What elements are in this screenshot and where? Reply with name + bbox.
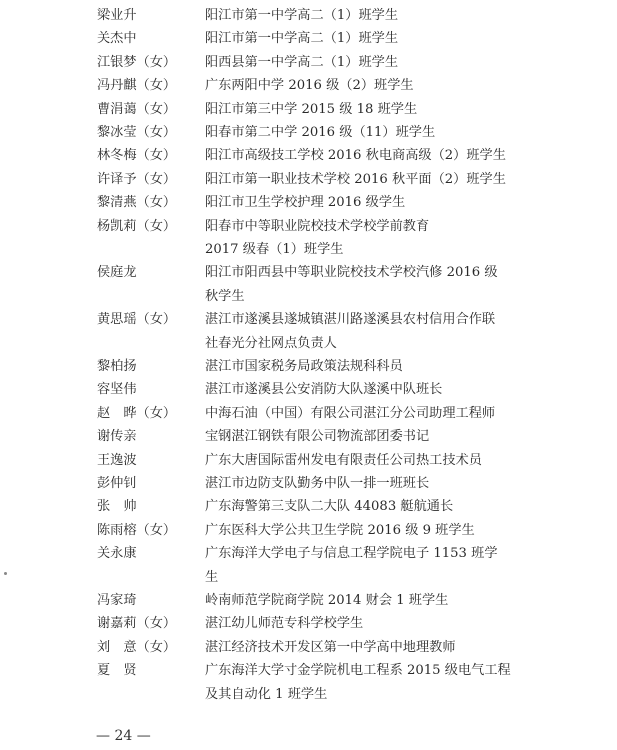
affiliation-line: 阳江市第三中学 2015 级 18 班学生: [205, 101, 418, 117]
person-affiliation: [205, 378, 565, 401]
list-item: [0, 168, 617, 192]
affiliation-line: 阳江市高级技工学校 2016 秋电商高级（2）班学生: [205, 148, 506, 164]
person-affiliation: [205, 121, 565, 144]
person-name: 谢传亲: [97, 429, 137, 445]
affiliation-line: 宝钢湛江钢铁有限公司物流部团委书记: [205, 429, 430, 445]
page-number: — 24 —: [96, 728, 151, 744]
person-name: 杨凯莉（女）: [97, 218, 177, 234]
person-affiliation: [205, 425, 565, 448]
person-name: 关杰中: [97, 31, 137, 47]
person-affiliation: [205, 168, 565, 191]
person-affiliation: [205, 402, 565, 425]
list-item: [0, 121, 617, 145]
affiliation-line: 广东两阳中学 2016 级（2）班学生: [205, 78, 414, 94]
list-item: [0, 425, 617, 449]
list-item: [0, 98, 617, 122]
person-affiliation: [205, 472, 565, 495]
affiliation-line: 湛江经济技术开发区第一中学高中地理教师: [205, 639, 456, 655]
person-affiliation: [205, 27, 565, 50]
person-name: 关永康: [97, 546, 137, 562]
person-name: 黎柏扬: [97, 359, 137, 374]
person-name: 彭仲钊: [97, 476, 137, 491]
affiliation-line: 社春光分社网点负责人: [205, 335, 337, 351]
list-item: [0, 449, 617, 473]
person-name: 赵 晔（女）: [97, 405, 177, 421]
affiliation-line: 广东大唐国际雷州发电有限责任公司热工技术员: [205, 452, 482, 468]
list-item: [0, 191, 617, 215]
affiliation-line: 岭南师范学院商学院 2014 财会 1 班学生: [205, 593, 449, 608]
scan-speck: [4, 572, 7, 575]
person-affiliation: [205, 308, 565, 355]
list-item: [0, 378, 617, 402]
list-item: [0, 472, 617, 496]
person-affiliation: [205, 589, 565, 612]
person-name: 林冬梅（女）: [97, 148, 177, 164]
person-affiliation: [205, 191, 565, 214]
list-item: [0, 215, 617, 257]
list-item: [0, 261, 617, 304]
affiliation-line: 2017 级春（1）班学生: [205, 241, 344, 257]
affiliation-line: 阳春市中等职业院校技术学校学前教育: [205, 218, 430, 234]
person-name: 冯家琦: [97, 593, 137, 608]
list-item: [0, 4, 617, 28]
list-item: [0, 27, 617, 51]
person-affiliation: [205, 542, 565, 589]
person-name: 黄思瑶（女）: [97, 312, 177, 328]
person-affiliation: [205, 4, 565, 27]
person-name: 刘 意（女）: [97, 639, 177, 655]
list-item: [0, 355, 617, 379]
person-affiliation: [205, 495, 565, 518]
affiliation-line: 广东海洋大学寸金学院机电工程系 2015 级电气工程: [205, 663, 511, 679]
affiliation-line: 阳西县第一中学高二（1）班学生: [205, 54, 399, 70]
person-name: 夏 贤: [97, 663, 137, 679]
person-name: 张 帅: [97, 499, 137, 515]
person-affiliation: [205, 74, 565, 97]
affiliation-line: 及其自动化 1 班学生: [205, 686, 328, 702]
person-name: 江银梦（女）: [97, 54, 177, 70]
person-affiliation: [205, 261, 565, 308]
person-affiliation: [205, 144, 565, 167]
person-name: 曹涓蔼（女）: [97, 101, 177, 117]
affiliation-line: 湛江市遂溪县公安消防大队遂溪中队班长: [205, 382, 443, 398]
affiliation-line: 广东海洋大学电子与信息工程学院电子 1153 班学: [205, 546, 498, 562]
list-item: [0, 144, 617, 168]
person-affiliation: [205, 215, 565, 262]
list-item: [0, 542, 617, 585]
list-item: [0, 74, 617, 98]
person-affiliation: [205, 659, 565, 706]
person-name: 黎冰莹（女）: [97, 125, 177, 140]
affiliation-line: 阳春市第二中学 2016 级（11）班学生: [205, 125, 436, 140]
list-item: [0, 402, 617, 426]
list-item: [0, 308, 617, 351]
person-name: 梁业升: [97, 8, 137, 23]
affiliation-line: 湛江幼儿师范专科学校学生: [205, 616, 364, 632]
person-name: 王逸波: [97, 452, 137, 468]
person-affiliation: [205, 449, 565, 472]
list-item: [0, 495, 617, 519]
list-item: [0, 51, 617, 75]
list-item: [0, 612, 617, 636]
affiliation-line: 阳江市第一中学高二（1）班学生: [205, 31, 399, 47]
affiliation-line: 广东海警第三支队二大队 44083 艇航通长: [205, 499, 454, 515]
person-affiliation: [205, 355, 565, 378]
affiliation-line: 湛江市边防支队勤务中队一排一班班长: [205, 476, 430, 491]
person-affiliation: [205, 98, 565, 121]
person-name: 侯庭龙: [97, 265, 137, 281]
list-item: [0, 519, 617, 543]
affiliation-line: 阳江市第一中学高二（1）班学生: [205, 8, 399, 23]
person-affiliation: [205, 612, 565, 635]
list-item: [0, 659, 617, 702]
affiliation-line: 阳江市第一职业技术学校 2016 秋平面（2）班学生: [205, 171, 506, 187]
affiliation-line: 阳江市卫生学校护理 2016 级学生: [205, 195, 406, 211]
person-name: 谢嘉莉（女）: [97, 616, 177, 632]
person-name: 许译予（女）: [97, 171, 177, 187]
person-name: 黎清燕（女）: [97, 195, 177, 211]
affiliation-line: 广东医科大学公共卫生学院 2016 级 9 班学生: [205, 522, 475, 538]
person-affiliation: [205, 519, 565, 542]
person-name: 容坚伟: [97, 382, 137, 398]
affiliation-line: 生: [205, 569, 219, 585]
person-name: 冯丹麒（女）: [97, 78, 177, 94]
person-affiliation: [205, 636, 565, 659]
list-item: [0, 589, 617, 613]
list-item: [0, 636, 617, 660]
person-affiliation: [205, 51, 565, 74]
affiliation-line: 阳江市阳西县中等职业院校技术学校汽修 2016 级: [205, 265, 498, 281]
affiliation-line: 湛江市遂溪县遂城镇湛川路遂溪县农村信用合作联: [205, 312, 496, 328]
affiliation-line: 秋学生: [205, 288, 245, 304]
affiliation-line: 中海石油（中国）有限公司湛江分公司助理工程师: [205, 405, 496, 421]
affiliation-line: 湛江市国家税务局政策法规科科员: [205, 359, 403, 374]
person-name: 陈雨榕（女）: [97, 522, 177, 538]
